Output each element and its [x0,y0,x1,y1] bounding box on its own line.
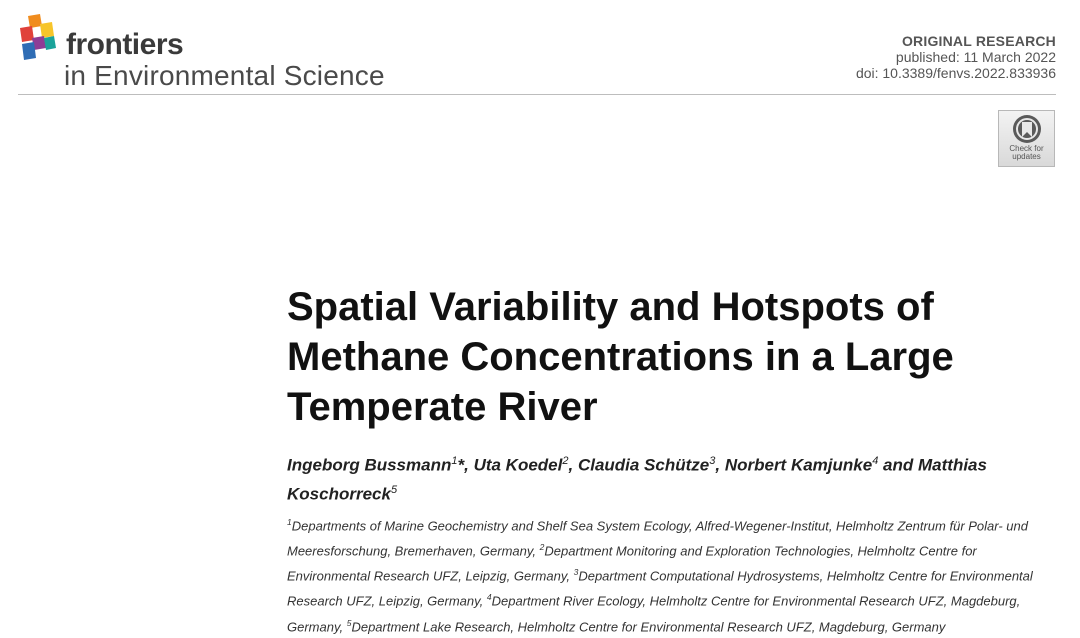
journal-name: in Environmental Science [64,60,385,91]
frontiers-logo-icon [18,14,62,64]
check-for-updates-button[interactable] [998,110,1055,167]
article-type: ORIGINAL RESEARCH [901,33,1056,49]
affiliation-text: Department Lake Research, Helmholtz Centre for Environmental Research UFZ, Magdeburg, Germany [351,618,946,634]
affiliation-text: Department Computational Hydrosystems, Helmholtz Centre for Environmental Research UFZ, Leipzig, Germany, [287,568,1033,609]
affiliation-text: Departments of Marine Geochemistry and Shelf Sea System Ecology, Alfred-Wegener-Institut, Helmholtz Zentrum für Polar- und Meeresforschung, Bremerhaven, Germany, [287,518,1028,559]
header-divider [18,94,1056,95]
affiliation-number: 3 [573,567,579,578]
affiliation-text: Department Monitoring and Exploration Technologies, Helmholtz Centre for Environmental Research UFZ, Leipzig, Germany, [287,543,977,584]
author-affiliation-number: 3 [709,455,716,467]
author-affiliation-number: 2 [562,455,569,467]
author-name[interactable]: Matthias Koschorreck [287,455,987,504]
author-name[interactable]: Uta Koedel [473,455,563,475]
author-list [287,449,1047,506]
author-name[interactable]: Claudia Schütze [577,455,710,475]
author-separator: , [464,455,474,475]
doi[interactable]: doi: 10.3389/fenvs.2022.833936 [855,65,1056,81]
affiliation-number: 1 [287,517,292,527]
article-title: Spatial Variability and Hotspots of Methane Concentrations in a Large Temperate River [287,285,954,429]
affiliation-number: 5 [346,617,352,628]
author-separator: , [568,455,578,475]
author-affiliation-number: 5 [390,483,398,496]
author-name[interactable]: Norbert Kamjunke [724,455,873,475]
author-affiliation-number: 1 [451,455,458,467]
article-meta [856,33,1056,81]
affiliation-number: 4 [486,592,492,603]
corresponding-author-mark: * [457,455,465,475]
bookmark-icon [1012,114,1042,144]
author-separator: and [878,455,918,475]
author-separator: , [715,455,725,475]
author-name[interactable]: Ingeborg Bussmann [287,455,452,475]
publication-date: published: 11 March 2022 [895,49,1056,65]
affiliations [287,512,1062,638]
author-affiliation-number: 4 [872,455,879,467]
brand-name: frontiers [66,28,184,61]
affiliation-text: Department River Ecology, Helmholtz Centre for Environmental Research UFZ, Magdeburg, Germany, [287,593,1021,634]
journal-logo[interactable] [18,14,438,94]
check-for-updates-label: Check for updates [1009,144,1044,161]
affiliation-number: 2 [539,542,545,553]
